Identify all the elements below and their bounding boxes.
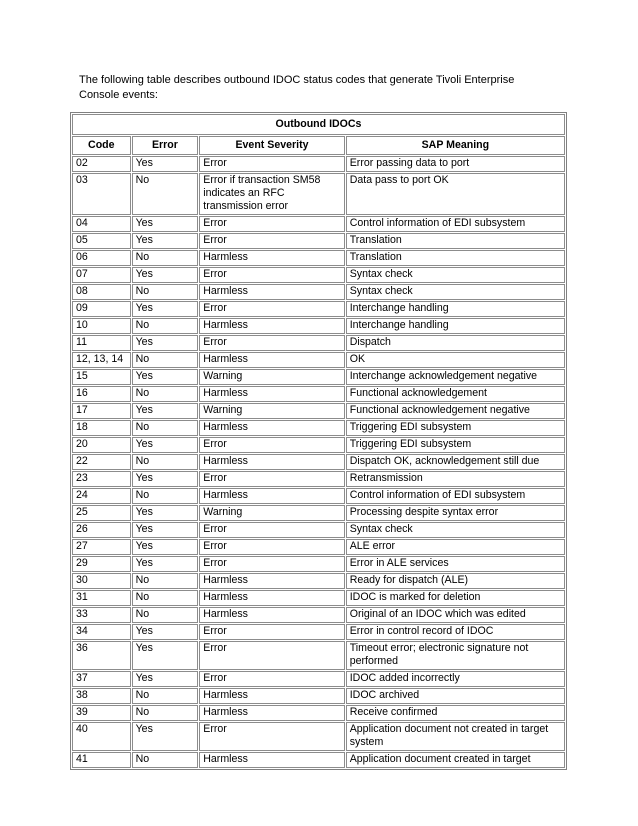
error-cell: Yes [132,403,199,419]
header-code: Code [72,136,131,155]
error-cell: No [132,173,199,215]
code-cell: 08 [72,284,131,300]
table-row [72,641,565,670]
code-cell: 18 [72,420,131,436]
error-cell: Yes [132,216,199,232]
error-cell: Yes [132,624,199,640]
table-row [72,556,565,572]
meaning-cell: Application document not created in target system [346,722,565,751]
error-cell: No [132,607,199,623]
severity-cell: Harmless [199,705,344,721]
error-cell: Yes [132,505,199,521]
code-cell: 17 [72,403,131,419]
code-cell: 20 [72,437,131,453]
header-event-severity: Event Severity [199,136,344,155]
table-row [72,369,565,385]
error-cell: No [132,705,199,721]
code-cell: 40 [72,722,131,751]
severity-cell: Warning [199,505,344,521]
error-cell: Yes [132,722,199,751]
table-row [72,437,565,453]
meaning-cell: IDOC added incorrectly [346,671,565,687]
table-body [72,156,565,768]
severity-cell: Harmless [199,352,344,368]
error-cell: Yes [132,522,199,538]
table-row [72,420,565,436]
table-row [72,335,565,351]
meaning-cell: Timeout error; electronic signature not performed [346,641,565,670]
severity-cell: Error [199,722,344,751]
code-cell: 03 [72,173,131,215]
error-cell: No [132,752,199,768]
code-cell: 09 [72,301,131,317]
error-cell: Yes [132,641,199,670]
error-cell: Yes [132,539,199,555]
error-cell: No [132,284,199,300]
severity-cell: Warning [199,403,344,419]
code-cell: 38 [72,688,131,704]
error-cell: No [132,488,199,504]
severity-cell: Error [199,556,344,572]
table-row [72,539,565,555]
table-row [72,250,565,266]
severity-cell: Harmless [199,318,344,334]
table-row [72,403,565,419]
severity-cell: Harmless [199,454,344,470]
meaning-cell: Translation [346,233,565,249]
meaning-cell: Interchange handling [346,318,565,334]
code-cell: 33 [72,607,131,623]
meaning-cell: Functional acknowledgement [346,386,565,402]
error-cell: Yes [132,471,199,487]
table-row [72,722,565,751]
severity-cell: Warning [199,369,344,385]
table-row [72,173,565,215]
meaning-cell: Original of an IDOC which was edited [346,607,565,623]
error-cell: No [132,250,199,266]
severity-cell: Error [199,641,344,670]
error-cell: No [132,318,199,334]
error-cell: Yes [132,556,199,572]
error-cell: Yes [132,233,199,249]
intro-paragraph: The following table describes outbound IDOC status codes that generate Tivoli Enterprise Console events: [79,74,515,101]
code-cell: 15 [72,369,131,385]
error-cell: Yes [132,671,199,687]
meaning-cell: IDOC archived [346,688,565,704]
table-row [72,752,565,768]
meaning-cell: Syntax check [346,267,565,283]
code-cell: 12, 13, 14 [72,352,131,368]
code-cell: 06 [72,250,131,266]
table-row [72,522,565,538]
severity-cell: Error if transaction SM58 indicates an RFC transmission error [199,173,344,215]
table-row [72,505,565,521]
meaning-cell: Dispatch [346,335,565,351]
error-cell: No [132,386,199,402]
table-row [72,705,565,721]
outbound-idoc-table [70,112,567,770]
code-cell: 41 [72,752,131,768]
meaning-cell: Retransmission [346,471,565,487]
code-cell: 29 [72,556,131,572]
code-cell: 27 [72,539,131,555]
header-error: Error [132,136,199,155]
severity-cell: Harmless [199,688,344,704]
meaning-cell: Error in control record of IDOC [346,624,565,640]
meaning-cell: OK [346,352,565,368]
severity-cell: Harmless [199,573,344,589]
severity-cell: Harmless [199,250,344,266]
table-row [72,688,565,704]
severity-cell: Harmless [199,386,344,402]
meaning-cell: Syntax check [346,284,565,300]
meaning-cell: Functional acknowledgement negative [346,403,565,419]
code-cell: 02 [72,156,131,172]
meaning-cell: Processing despite syntax error [346,505,565,521]
severity-cell: Harmless [199,590,344,606]
table-row [72,233,565,249]
header-sap-meaning: SAP Meaning [346,136,565,155]
meaning-cell: Application document created in target [346,752,565,768]
meaning-cell: Triggering EDI subsystem [346,420,565,436]
code-cell: 39 [72,705,131,721]
severity-cell: Error [199,671,344,687]
header-row [72,136,565,155]
severity-cell: Harmless [199,488,344,504]
meaning-cell: ALE error [346,539,565,555]
error-cell: No [132,590,199,606]
error-cell: No [132,420,199,436]
severity-cell: Error [199,539,344,555]
severity-cell: Harmless [199,752,344,768]
error-cell: No [132,688,199,704]
code-cell: 25 [72,505,131,521]
error-cell: Yes [132,369,199,385]
code-cell: 36 [72,641,131,670]
severity-cell: Error [199,471,344,487]
code-cell: 22 [72,454,131,470]
meaning-cell: Control information of EDI subsystem [346,216,565,232]
severity-cell: Harmless [199,284,344,300]
table-row [72,284,565,300]
error-cell: Yes [132,335,199,351]
severity-cell: Error [199,335,344,351]
error-cell: Yes [132,267,199,283]
table-row [72,590,565,606]
severity-cell: Error [199,233,344,249]
meaning-cell: Error passing data to port [346,156,565,172]
severity-cell: Error [199,624,344,640]
code-cell: 26 [72,522,131,538]
table-row [72,156,565,172]
table-row [72,607,565,623]
severity-cell: Harmless [199,607,344,623]
error-cell: Yes [132,156,199,172]
meaning-cell: Triggering EDI subsystem [346,437,565,453]
table-row [72,671,565,687]
severity-cell: Error [199,267,344,283]
table-row [72,454,565,470]
table-row [72,301,565,317]
code-cell: 05 [72,233,131,249]
meaning-cell: Dispatch OK, acknowledgement still due [346,454,565,470]
error-cell: No [132,573,199,589]
severity-cell: Error [199,522,344,538]
severity-cell: Error [199,156,344,172]
code-cell: 31 [72,590,131,606]
code-cell: 30 [72,573,131,589]
meaning-cell: Receive confirmed [346,705,565,721]
meaning-cell: Error in ALE services [346,556,565,572]
error-cell: Yes [132,301,199,317]
severity-cell: Harmless [199,420,344,436]
meaning-cell: Translation [346,250,565,266]
meaning-cell: Ready for dispatch (ALE) [346,573,565,589]
meaning-cell: Interchange acknowledgement negative [346,369,565,385]
code-cell: 24 [72,488,131,504]
table-row [72,216,565,232]
table-row [72,624,565,640]
code-cell: 10 [72,318,131,334]
table-caption: Outbound IDOCs [72,114,565,135]
table-row [72,352,565,368]
table-row [72,267,565,283]
meaning-cell: Data pass to port OK [346,173,565,215]
code-cell: 07 [72,267,131,283]
code-cell: 34 [72,624,131,640]
error-cell: Yes [132,437,199,453]
code-cell: 23 [72,471,131,487]
severity-cell: Error [199,437,344,453]
code-cell: 04 [72,216,131,232]
severity-cell: Error [199,216,344,232]
code-cell: 37 [72,671,131,687]
meaning-cell: Control information of EDI subsystem [346,488,565,504]
meaning-cell: Syntax check [346,522,565,538]
error-cell: No [132,454,199,470]
error-cell: No [132,352,199,368]
table-row [72,488,565,504]
table-row [72,386,565,402]
code-cell: 16 [72,386,131,402]
meaning-cell: IDOC is marked for deletion [346,590,565,606]
code-cell: 11 [72,335,131,351]
severity-cell: Error [199,301,344,317]
meaning-cell: Interchange handling [346,301,565,317]
table-row [72,471,565,487]
table-row [72,573,565,589]
table-row [72,318,565,334]
